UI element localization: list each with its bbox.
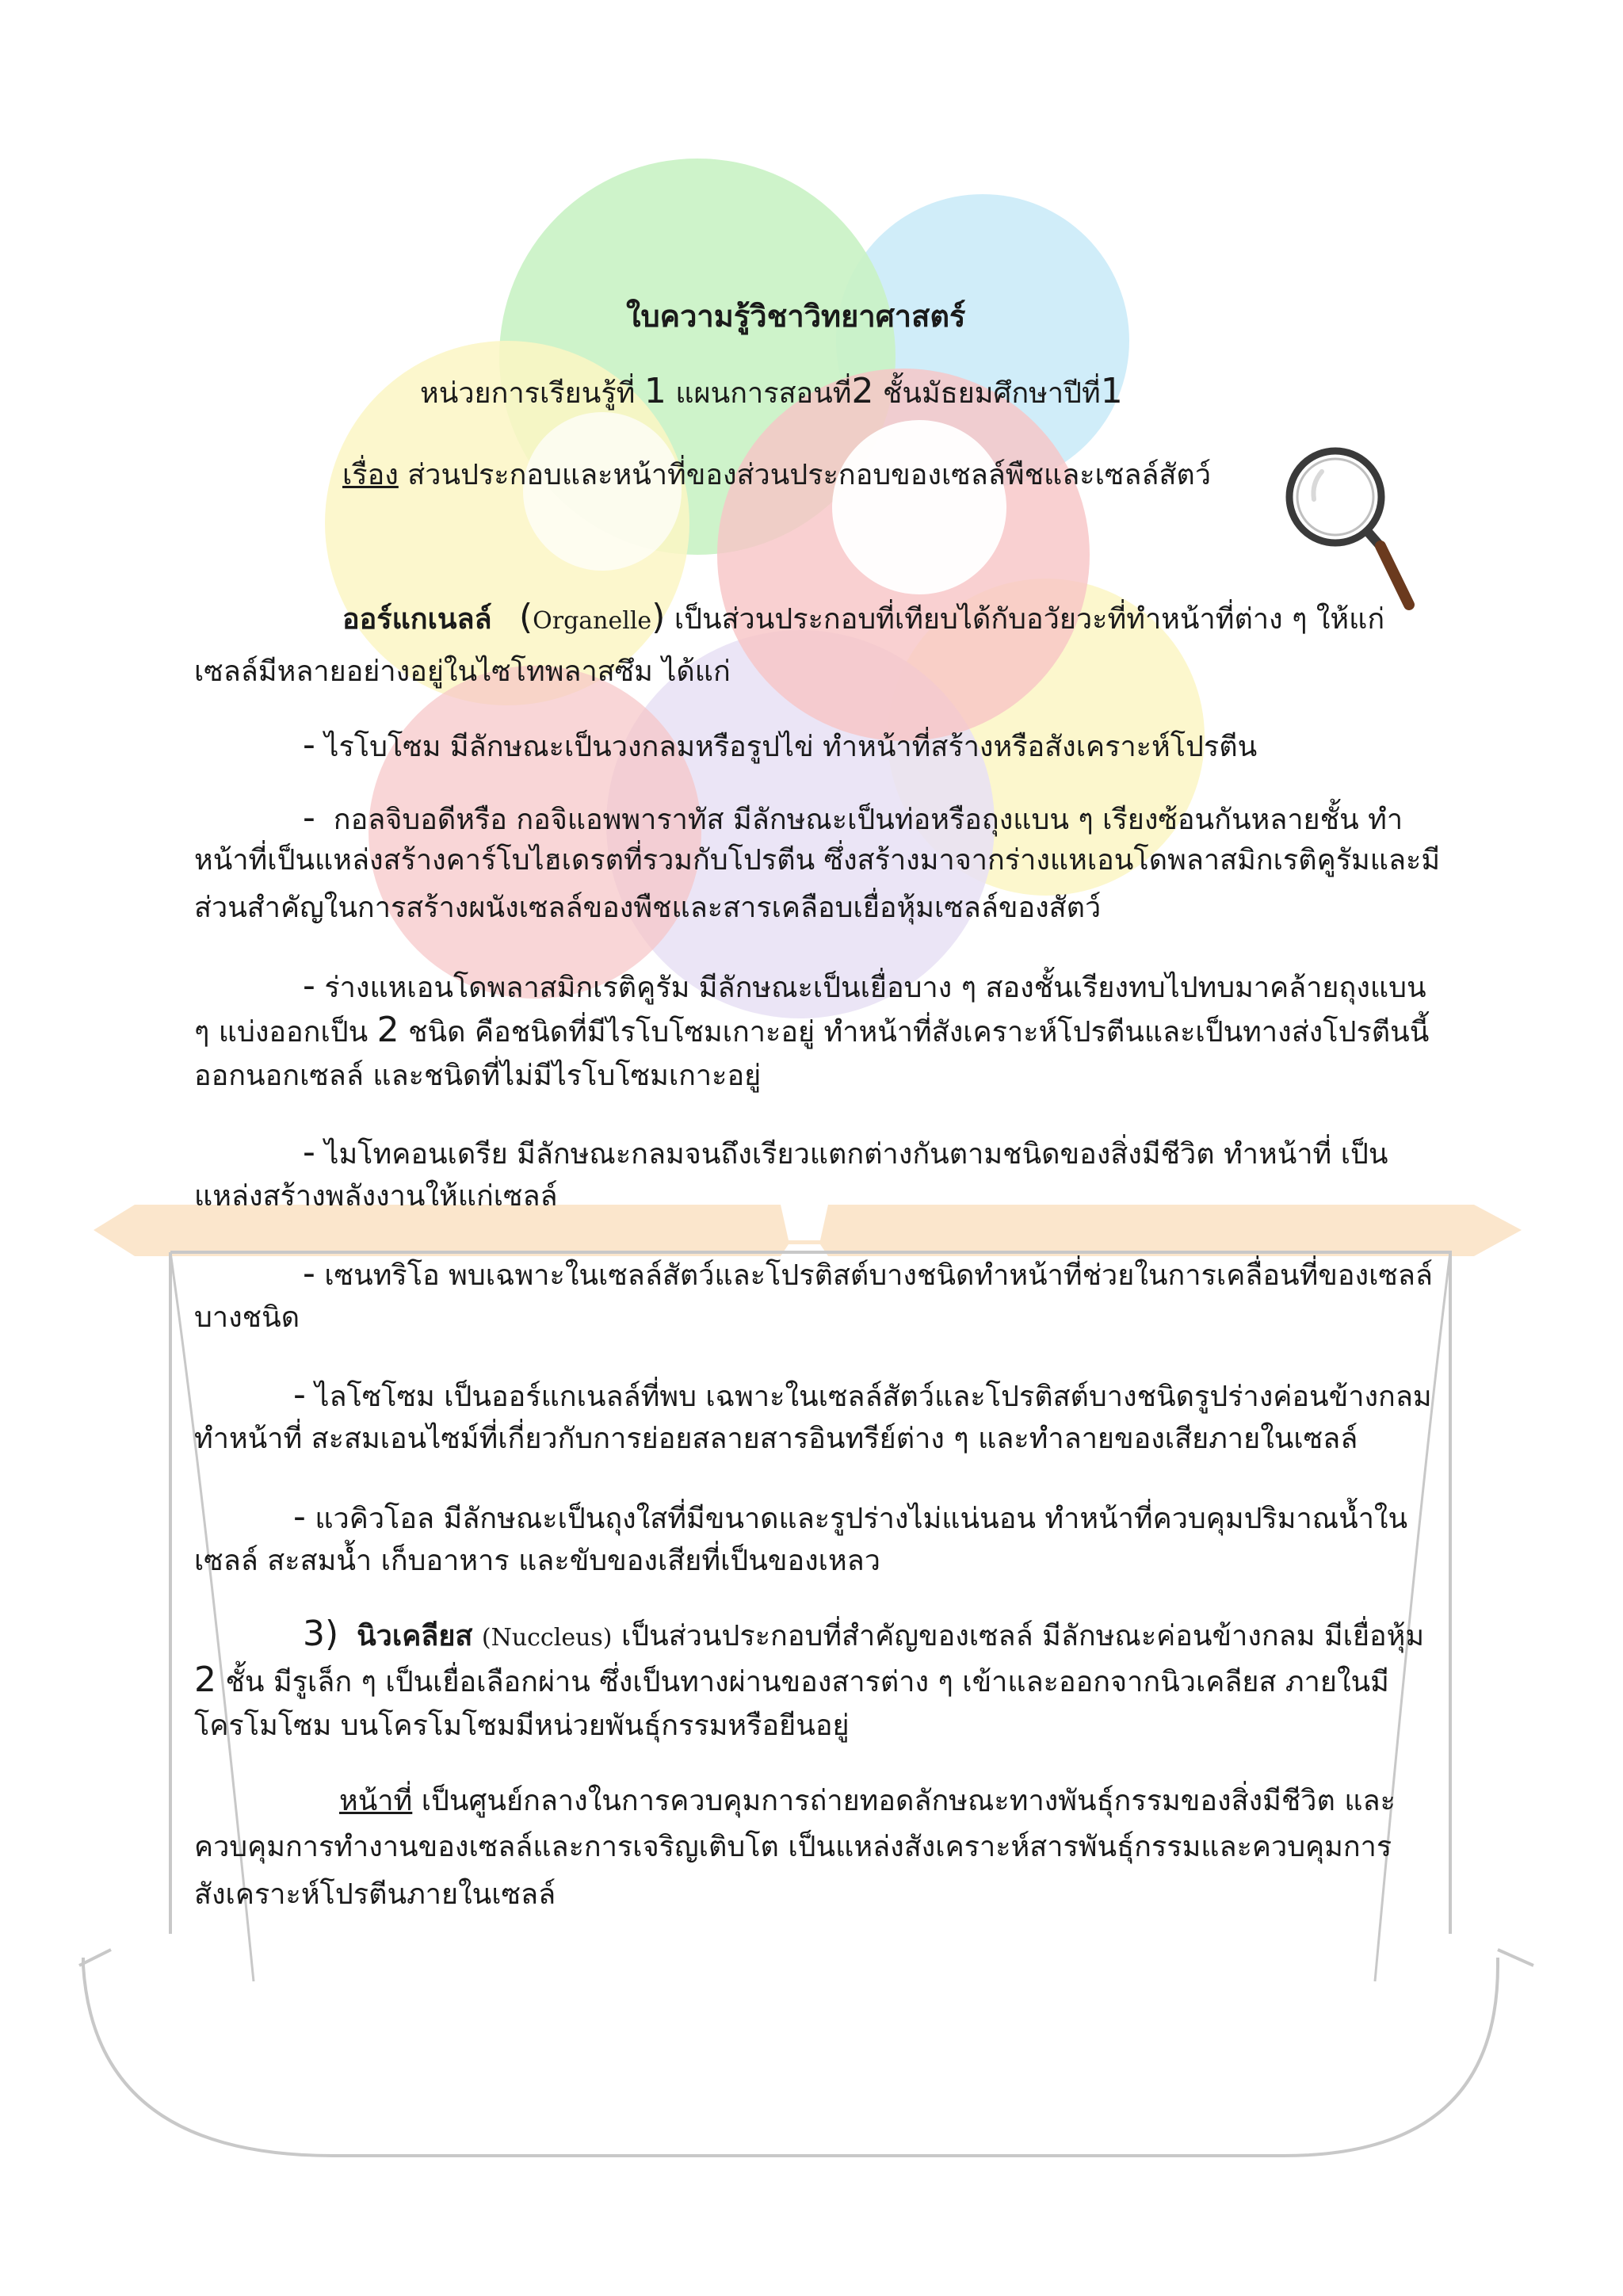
bullet-dash: - [303,797,315,838]
er-text-1: ร่างแหเอนโดพลาสมิกเรติคูรัม มีลักษณะเป็นเยื่อบาง ๆ สองชั้นเรียงทบไปทบมาคล้ายถุงแบน [324,972,1426,1004]
bullet-dash: - [303,1132,315,1172]
nucleus-line1 [303,1614,1425,1654]
golgi-item-line3: ส่วนสำคัญในการสร้างผนังเซลล์ของพืชและสารเคลือบเยื่อหุ้มเซลล์ของสัตว์ [194,892,1102,924]
grade-number: 1 [1100,371,1123,411]
paren-close: ) [651,597,666,637]
nucleus-number: 3) [303,1614,339,1654]
paren-open: ( [518,597,533,637]
topic-text: ส่วนประกอบและหน้าที่ของส่วนประกอบของเซลล์พืชและเซลล์สัตว์ [407,459,1212,491]
topic-label: เรื่อง [342,459,399,491]
plan-number: 2 [851,371,874,411]
golgi-item-line2: หน้าที่เป็นแหล่งสร้างคาร์โบไฮเดรตที่รวมกับโปรตีน ซึ่งสร้างมาจากร่างแหเอนโดพลาสมิกเรติคูรัมและมี [194,844,1441,877]
unit-label: หน่วยการเรียนรู้ที่ [420,377,636,410]
bullet-dash: - [303,965,315,1006]
er-item-line3: ออกนอกเซลล์ และชนิดที่ไม่มีไรโบโซมเกาะอยู่ [194,1060,762,1092]
vacuole-text-1: แวคิวโอล มีลักษณะเป็นถุงใสที่มีขนาดและรูปร่างไม่แน่นอน ทำหน้าที่ควบคุมปริมาณน้ำใน [315,1503,1408,1535]
nucleus-text-2: ชั้น มีรูเล็ก ๆ เป็นเยื่อเลือกผ่าน ซึ่งเป็นทางผ่านของสารต่าง ๆ เข้าและออกจากนิวเคลียส ภายในมี [225,1666,1389,1698]
golgi-text-1: กอลจิบอดีหรือ กอจิแอพพาราทัส มีลักษณะเป็นท่อหรือถุงแบน ๆ เรียงซ้อนกันหลายชั้น ทำ [333,804,1403,836]
organelle-desc: เป็นส่วนประกอบที่เทียบได้กับอวัยวะที่ทำหน้าที่ต่าง ๆ ให้แก่ [674,603,1385,636]
organelle-intro-line1 [342,597,1385,637]
organelle-intro-line2: เซลล์มีหลายอย่างอยู่ในไซโทพลาสซึม ได้แก่ [194,655,731,688]
centriole-item-line2: บางชนิด [194,1301,300,1334]
nucleus-layer-number: 2 [194,1660,216,1700]
er-text-2a: ๆ แบ่งออกเป็น [194,1016,369,1049]
unit-number: 1 [643,371,666,411]
plan-label: แผนการสอนที่ [675,377,852,410]
er-item-line1 [303,965,1426,1006]
organelle-term: ออร์แกเนลล์ [342,602,492,636]
bullet-dash: - [293,1374,306,1415]
page-title: ใบความรู้วิชาวิทยาศาสตร์ [626,298,966,334]
vacuole-item-line2: เซลล์ สะสมน้ำ เก็บอาหาร และขับของเสียที่เป็นของเหลว [194,1545,880,1577]
bullet-dash: - [303,1253,315,1293]
nucleus-text-1: เป็นส่วนประกอบที่สำคัญของเซลล์ มีลักษณะค่อนข้างกลม มีเยื่อหุ้ม [621,1620,1425,1652]
er-number: 2 [376,1010,399,1050]
mito-text-1: ไมโทคอนเดรีย มีลักษณะกลมจนถึงเรียวแตกต่างกันตามชนิดของสิ่งมีชีวิต ทำหน้าที่ เป็น [324,1138,1388,1171]
nucleus-term: นิวเคลียส [357,1619,473,1652]
nucleus-line2 [194,1660,1389,1700]
centriole-item-line1 [303,1253,1433,1293]
bullet-dash: - [293,1496,306,1537]
er-item-line2 [194,1010,1430,1050]
mito-item-line2: แหล่งสร้างพลังงานให้แก่เซลล์ [194,1180,558,1213]
golgi-item-line1 [303,797,1403,838]
function-text-1: เป็นศูนย์กลางในการควบคุมการถ่ายทอดลักษณะทางพันธุ์กรรมของสิ่งมีชีวิต และ [421,1785,1396,1817]
lysosome-item-line2: ทำหน้าที่ สะสมเอนไซม์ที่เกี่ยวกับการย่อยสลายสารอินทรีย์ต่าง ๆ และทำลายของเสียภายในเซลล์ [194,1423,1358,1455]
function-label: หน้าที่ [339,1785,413,1817]
nucleus-eng: (Nuccleus) [481,1624,613,1652]
organelle-eng: Organelle [533,607,652,635]
topic-line [342,461,1211,490]
centriole-text-1: เซนทริโอ พบเฉพาะในเซลล์สัตว์และโปรติสต์บางชนิดทำหน้าที่ช่วยในการเคลื่อนที่ของเซลล์ [324,1259,1433,1292]
unit-plan-line [420,371,1123,411]
ribosome-item [303,724,1258,765]
magnifying-glass-icon [1276,440,1419,614]
nucleus-function-line3: สังเคราะห์โปรตีนภายในเซลล์ [194,1878,556,1911]
bullet-dash: - [303,724,315,765]
er-text-2b: ชนิด คือชนิดที่มีไรโบโซมเกาะอยู่ ทำหน้าที่สังเคราะห์โปรตีนและเป็นทางส่งโปรตีนนี้ [408,1016,1430,1049]
grade-label: ชั้นมัธยมศึกษาปีที่ [882,377,1101,410]
ribosome-text: ไรโบโซม มีลักษณะเป็นวงกลมหรือรูปไข่ ทำหน้าที่สร้างหรือสังเคราะห์โปรตีน [324,731,1258,763]
mito-item-line1 [303,1132,1388,1172]
lysosome-item-line1 [293,1374,1432,1415]
vacuole-item-line1 [293,1496,1408,1537]
nucleus-function-line2: ควบคุมการทำงานของเซลล์และการเจริญเติบโต เป็นแหล่งสังเคราะห์สารพันธุ์กรรมและควบคุมการ [194,1831,1392,1863]
nucleus-function-line1 [339,1787,1396,1816]
lysosome-text-1: ไลโซโซม เป็นออร์แกเนลล์ที่พบ เฉพาะในเซลล์สัตว์และโปรติสต์บางชนิดรูปร่างค่อนข้างกลม [315,1381,1432,1413]
nucleus-line3: โครโมโซม บนโครโมโซมมีหน่วยพันธุ์กรรมหรือยีนอยู่ [194,1710,850,1742]
